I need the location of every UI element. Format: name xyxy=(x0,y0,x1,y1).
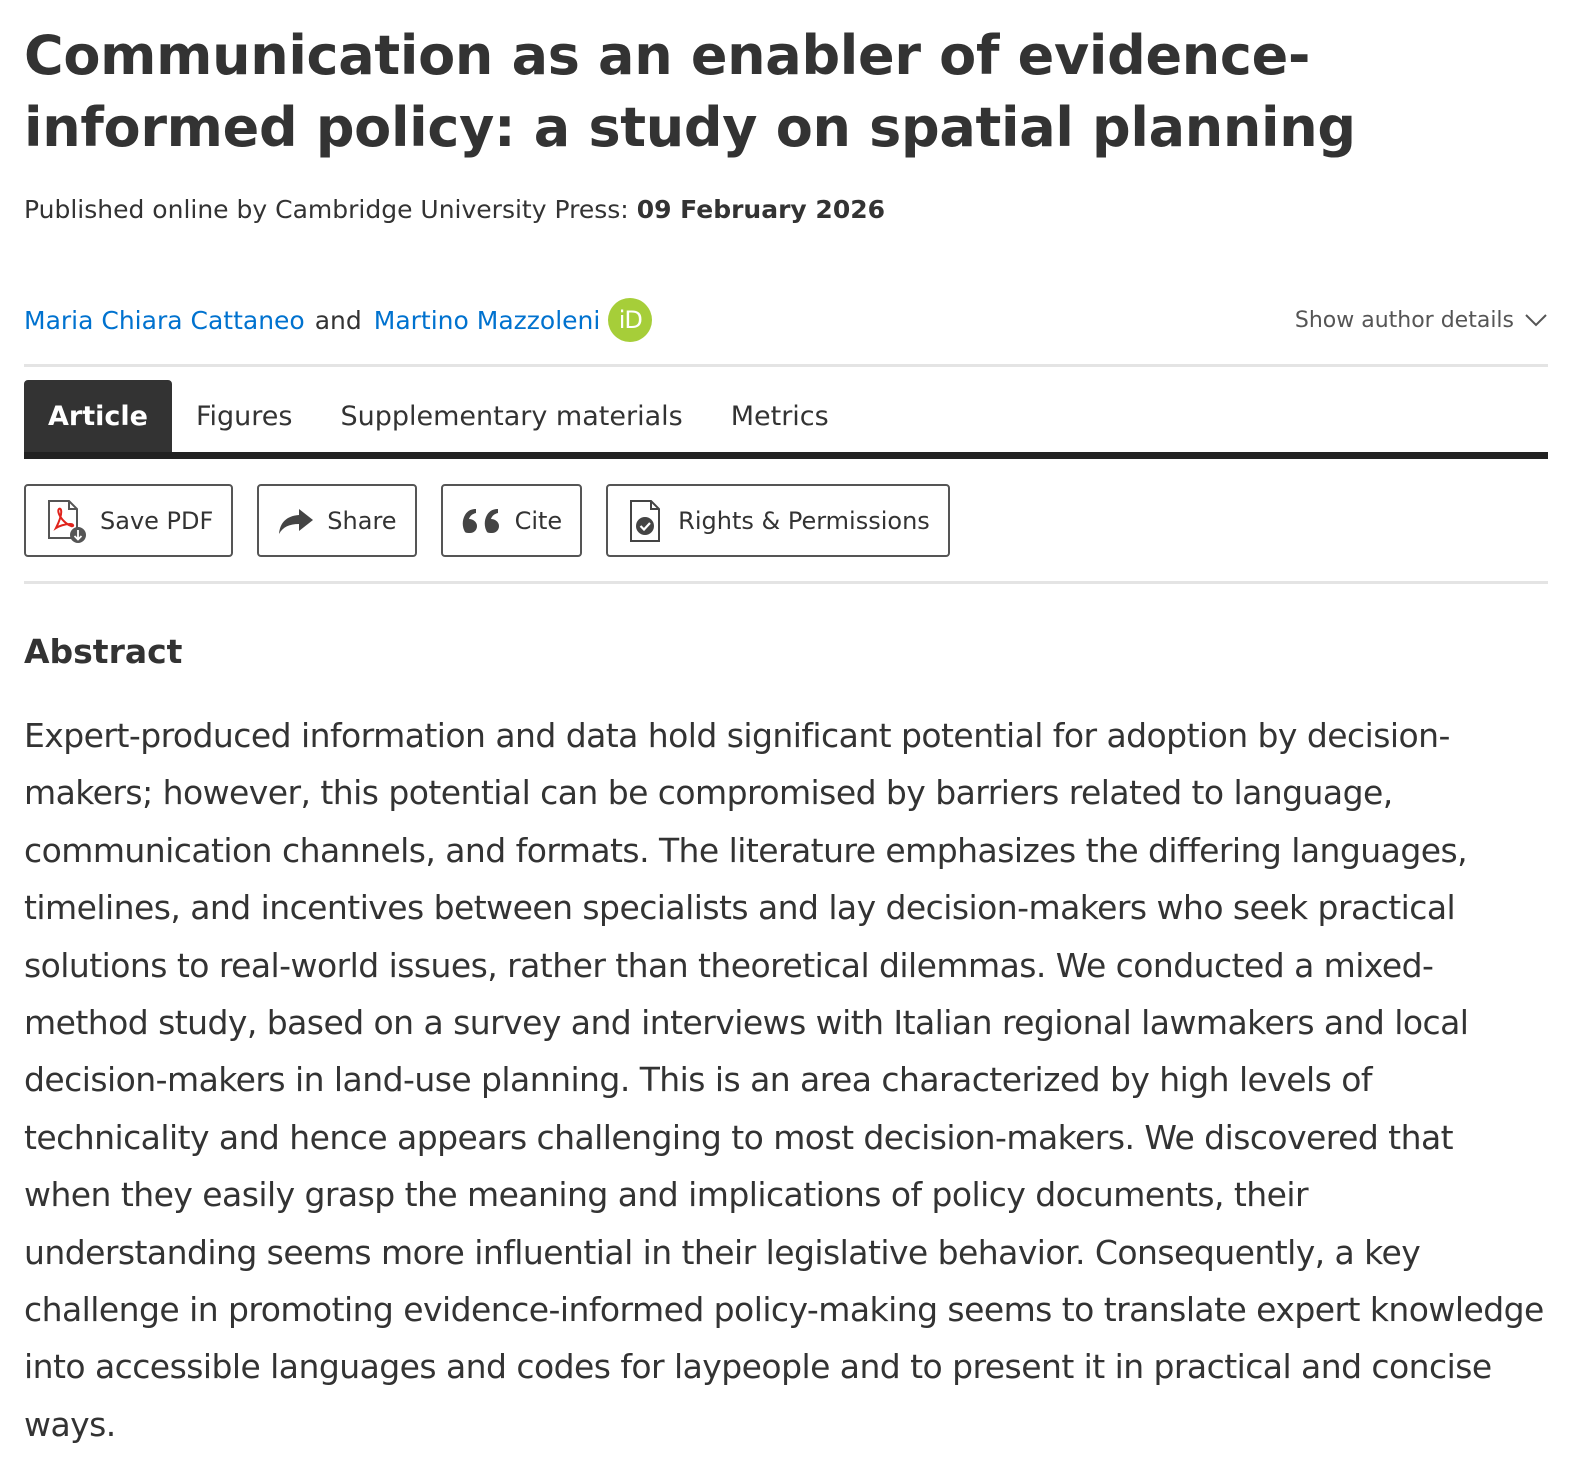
author-connector: and xyxy=(314,305,362,335)
article-title: Communication as an enabler of evidence-informed policy: a study on spatial planning xyxy=(24,24,1356,159)
chevron-down-icon xyxy=(1524,313,1548,327)
author-link-mazzoleni[interactable]: Martino Mazzoleni xyxy=(373,305,601,335)
rights-permissions-label: Rights & Permissions xyxy=(678,506,930,535)
published-label: Published online by Cambridge University Press: xyxy=(24,195,629,224)
divider xyxy=(24,364,1548,367)
share-arrow-icon xyxy=(277,506,315,536)
abstract-text: Expert-produced information and data hold significant potential for adoption by decision-makers; however, this potential can be compromised by barriers related to language, communication channels, and formats. The literature emphasizes the differing languages, timelines, and incentives between specialists and lay decision-makers who seek practical solutions to real-world issues, rather than theoretical dilemmas. We conducted a mixed-method study, based on a survey and interviews with Italian regional lawmakers and local decision-makers in land-use planning. This is an area characterized by high levels of technicality and hence appears challenging to most decision-makers. We discovered that when they easily grasp the meaning and implications of policy documents, their understanding seems more influential in their legislative behavior. Consequently, a key challenge in promoting evidence-informed policy-making seems to translate expert knowledge into accessible languages and codes for laypeople and to present it in practical and concise ways. xyxy=(24,716,1544,1444)
pdf-download-icon xyxy=(44,498,88,544)
cite-button[interactable] xyxy=(441,484,583,557)
cite-label: Cite xyxy=(514,506,563,535)
tab-metrics[interactable]: Metrics xyxy=(730,400,829,432)
author-list xyxy=(24,298,652,342)
orcid-icon[interactable]: iD xyxy=(608,298,652,342)
show-author-details-toggle[interactable] xyxy=(1295,302,1548,338)
tab-article[interactable]: Article xyxy=(24,380,172,452)
share-label: Share xyxy=(327,506,397,535)
abstract-heading: Abstract xyxy=(24,632,183,671)
divider xyxy=(24,581,1548,584)
show-author-details-label: Show author details xyxy=(1294,307,1514,333)
rights-permissions-button[interactable] xyxy=(606,484,950,557)
save-pdf-button[interactable] xyxy=(24,484,233,557)
article-tabs xyxy=(24,380,1548,452)
tab-supplementary-materials[interactable]: Supplementary materials xyxy=(340,400,683,432)
article-actions xyxy=(24,484,974,557)
tabs-underline xyxy=(24,452,1548,459)
document-check-icon xyxy=(626,498,666,544)
author-link-cattaneo[interactable]: Maria Chiara Cattaneo xyxy=(24,305,305,335)
share-button[interactable] xyxy=(257,484,416,557)
publication-info xyxy=(24,192,885,228)
save-pdf-label: Save PDF xyxy=(100,506,214,535)
tab-figures[interactable]: Figures xyxy=(195,400,293,432)
quote-icon xyxy=(461,508,503,534)
published-date: 09 February 2026 xyxy=(636,195,886,224)
